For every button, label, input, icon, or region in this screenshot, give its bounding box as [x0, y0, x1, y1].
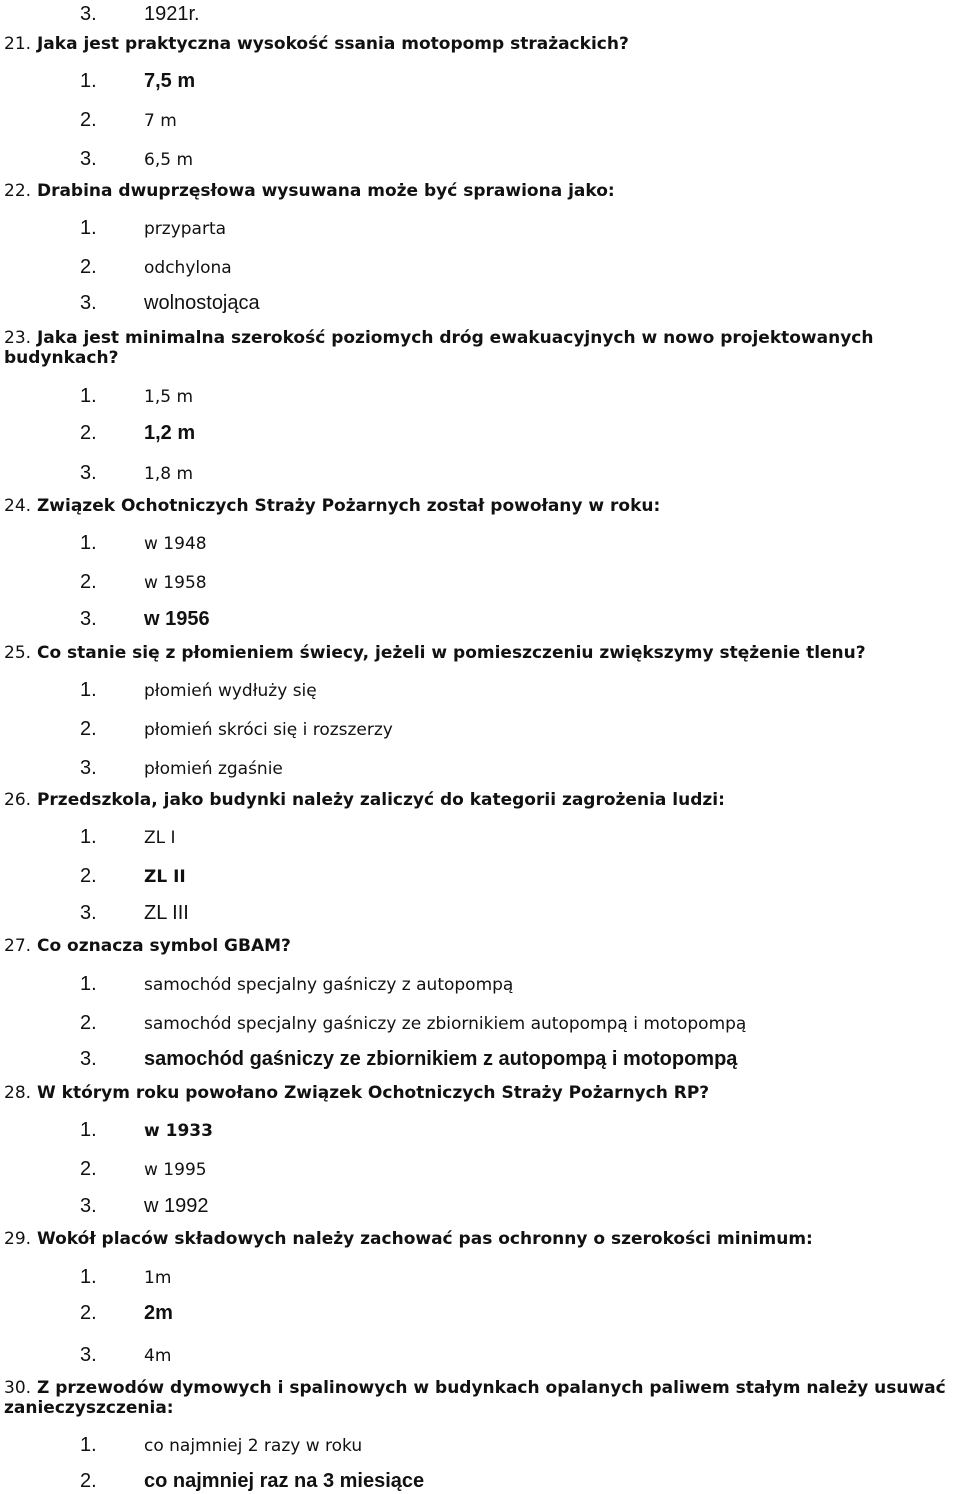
answer-text: ZL I	[144, 828, 176, 848]
answer-text: w 1956	[144, 608, 210, 630]
answer-item	[80, 572, 207, 592]
answer-number: 3.	[80, 902, 97, 924]
question-26	[4, 792, 725, 809]
answer-item	[80, 866, 186, 886]
answer-item	[80, 386, 193, 406]
question-number: 21.	[4, 34, 32, 54]
answer-text: w 1995	[144, 1160, 207, 1180]
answer-item	[80, 218, 226, 238]
answer-number: 1.	[80, 973, 97, 995]
answer-item	[80, 609, 210, 629]
answer-text: odchylona	[144, 258, 232, 278]
answer-text: przyparta	[144, 219, 227, 239]
answer-text: 1m	[144, 1268, 172, 1288]
answer-item	[80, 719, 393, 739]
answer-text: 4m	[144, 1346, 172, 1366]
answer-item	[80, 423, 195, 443]
answer-number: 1.	[80, 70, 97, 92]
question-number: 27.	[4, 936, 32, 956]
answer-number: 2.	[80, 422, 97, 444]
answer-text: 2m	[144, 1302, 173, 1324]
question-number: 23.	[4, 328, 32, 348]
answer-number: 2.	[80, 1302, 97, 1324]
question-22	[4, 183, 615, 200]
answer-text: 1,5 m	[144, 387, 193, 407]
question-text: Przedszkola, jako budynki należy zaliczyć do kategorii zagrożenia ludzi:	[36, 790, 725, 810]
answer-item	[80, 1120, 213, 1140]
answer-number: 1.	[80, 826, 97, 848]
answer-text: 1,8 m	[144, 464, 193, 484]
answer-number: 3.	[80, 608, 97, 630]
question-number: 29.	[4, 1229, 32, 1249]
answer-number: 1.	[80, 1266, 97, 1288]
answer-item	[80, 1471, 424, 1491]
answer-item	[80, 149, 193, 169]
answer-number: 3.	[80, 1344, 97, 1366]
answer-item	[80, 293, 260, 313]
question-number: 30.	[4, 1378, 32, 1398]
answer-item	[80, 680, 317, 700]
question-text: Wokół placów składowych należy zachować pas ochronny o szerokości minimum:	[36, 1229, 813, 1249]
answer-text: 7 m	[144, 111, 177, 131]
answer-number: 1.	[80, 385, 97, 407]
question-text: Z przewodów dymowych i spalinowych w budynkach opalanych paliwem stałym należy usuwać zanieczyszczenia:	[4, 1378, 946, 1418]
answer-item	[80, 903, 189, 923]
answer-number: 2.	[80, 109, 97, 131]
answer-item	[80, 974, 513, 994]
answer-number: 3.	[80, 292, 97, 314]
answer-item	[80, 1159, 207, 1179]
answer-number: 3.	[80, 148, 97, 170]
answer-number: 1.	[80, 217, 97, 239]
answer-item	[80, 463, 193, 483]
answer-item	[80, 1196, 209, 1216]
answer-item	[80, 827, 176, 847]
answer-text: w 1948	[144, 534, 207, 554]
answer-text: co najmniej 2 razy w roku	[144, 1436, 363, 1456]
question-text: Co oznacza symbol GBAM?	[36, 936, 291, 956]
answer-number: 3.	[80, 1048, 97, 1070]
question-28	[4, 1085, 709, 1102]
answer-text: płomień zgaśnie	[144, 759, 283, 779]
question-number: 22.	[4, 181, 32, 201]
question-text: Związek Ochotniczych Straży Pożarnych został powołany w roku:	[36, 496, 661, 516]
answer-text: płomień wydłuży się	[144, 681, 317, 701]
question-25	[4, 645, 866, 662]
answer-item	[80, 1267, 171, 1287]
answer-number: 3.	[80, 462, 97, 484]
answer-item	[80, 110, 177, 130]
answer-item	[80, 4, 200, 24]
answer-text: ZL II	[144, 867, 186, 887]
answer-number: 1.	[80, 1119, 97, 1141]
answer-number: 2.	[80, 1470, 97, 1492]
answer-number: 2.	[80, 256, 97, 278]
question-30	[4, 1378, 954, 1418]
question-23	[4, 328, 954, 368]
question-text: W którym roku powołano Związek Ochotniczych Straży Pożarnych RP?	[36, 1083, 710, 1103]
answer-text: w 1958	[144, 573, 207, 593]
answer-text: samochód gaśniczy ze zbiornikiem z autopompą i motopompą	[144, 1048, 738, 1070]
answer-text: wolnostojąca	[144, 292, 260, 314]
answer-item	[80, 533, 207, 553]
question-number: 26.	[4, 790, 32, 810]
answer-text: w 1992	[144, 1195, 209, 1217]
question-number: 24.	[4, 496, 32, 516]
question-29	[4, 1231, 813, 1248]
answer-item	[80, 257, 232, 277]
answer-number: 2.	[80, 1158, 97, 1180]
answer-text: 1921r.	[144, 3, 200, 25]
answer-number: 2.	[80, 718, 97, 740]
answer-number: 1.	[80, 1434, 97, 1456]
question-27	[4, 938, 291, 955]
answer-text: samochód specjalny gaśniczy z autopompą	[144, 975, 514, 995]
answer-number: 1.	[80, 532, 97, 554]
question-number: 25.	[4, 643, 32, 663]
answer-number: 2.	[80, 571, 97, 593]
answer-item	[80, 1435, 362, 1455]
question-21	[4, 36, 629, 53]
answer-item	[80, 1013, 746, 1033]
answer-text: płomień skróci się i rozszerzy	[144, 720, 393, 740]
answer-text: ZL III	[144, 902, 189, 924]
answer-number: 3.	[80, 3, 97, 25]
question-24	[4, 498, 660, 515]
answer-number: 2.	[80, 865, 97, 887]
answer-number: 3.	[80, 1195, 97, 1217]
answer-item	[80, 1049, 737, 1069]
question-text: Drabina dwuprzęsłowa wysuwana może być sprawiona jako:	[36, 181, 615, 201]
question-text: Jaka jest minimalna szerokość poziomych dróg ewakuacyjnych w nowo projektowanych budynkach?	[4, 328, 874, 368]
question-text: Jaka jest praktyczna wysokość ssania motopomp strażackich?	[36, 34, 629, 54]
question-number: 28.	[4, 1083, 32, 1103]
answer-text: w 1933	[144, 1121, 213, 1141]
answer-text: samochód specjalny gaśniczy ze zbiornikiem autopompą i motopompą	[144, 1014, 747, 1034]
answer-number: 2.	[80, 1012, 97, 1034]
answer-text: co najmniej raz na 3 miesiące	[144, 1470, 425, 1492]
answer-text: 1,2 m	[144, 422, 196, 444]
answer-number: 3.	[80, 757, 97, 779]
answer-item	[80, 758, 283, 778]
question-text: Co stanie się z płomieniem świecy, jeżeli w pomieszczeniu zwiększymy stężenie tlenu?	[36, 643, 866, 663]
answer-number: 1.	[80, 679, 97, 701]
answer-item	[80, 71, 195, 91]
answer-text: 6,5 m	[144, 150, 193, 170]
answer-text: 7,5 m	[144, 70, 196, 92]
answer-item	[80, 1303, 173, 1323]
answer-item	[80, 1345, 171, 1365]
